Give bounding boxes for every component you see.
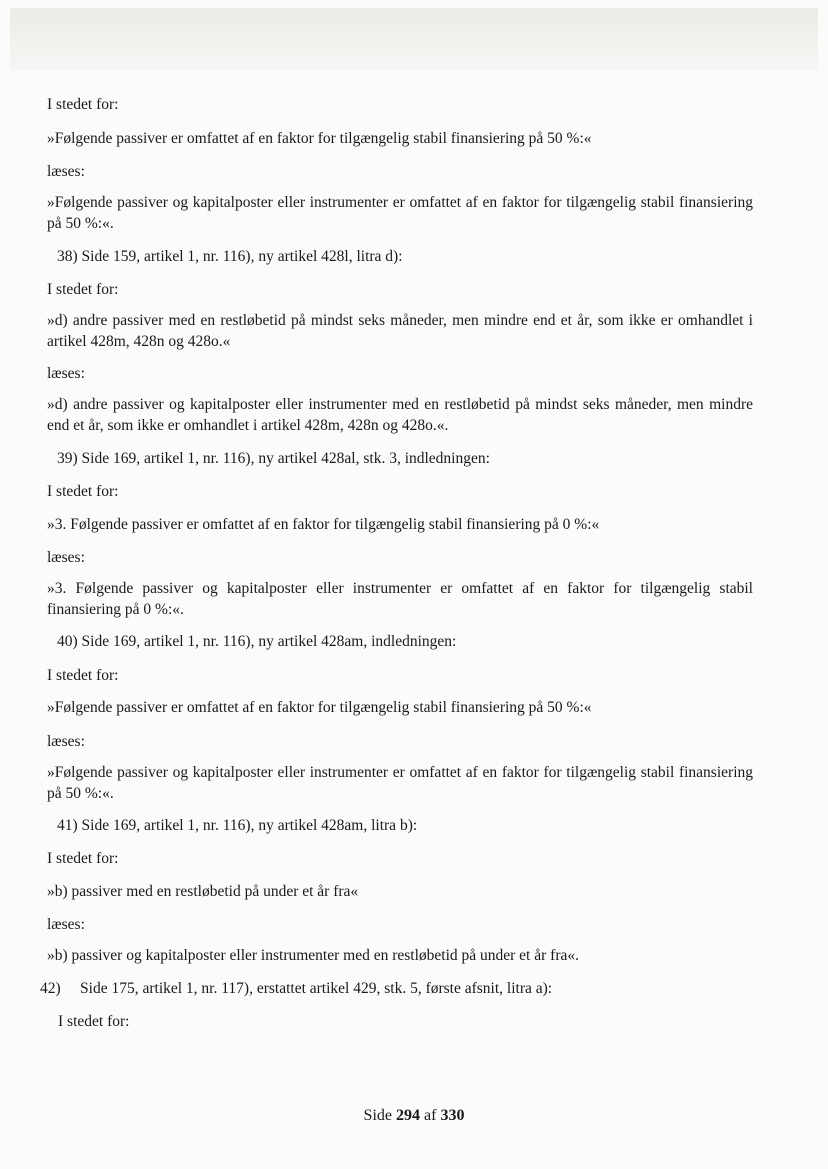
section-heading-42: 42) Side 175, artikel 1, nr. 117), erstattet artikel 429, stk. 5, første afsnit, litra a): xyxy=(40,980,553,997)
quoted-replacement: »3. Følgende passiver og kapitalposter eller instrumenter er omfattet af en faktor for tilgængelig stabil finansiering på 0 %:«. xyxy=(47,580,753,618)
read-label: læses: xyxy=(47,549,85,566)
quoted-replacement: »Følgende passiver og kapitalposter eller instrumenter er omfattet af en faktor for tilgængelig stabil finansiering på 50 %:«. xyxy=(47,764,753,802)
section-heading-41: 41) Side 169, artikel 1, nr. 116), ny artikel 428am, litra b): xyxy=(57,817,418,834)
total-pages: 330 xyxy=(440,1107,465,1124)
quoted-replacement: »Følgende passiver og kapitalposter eller instrumenter er omfattet af en faktor for tilgængelig stabil finansiering på 50 %:«. xyxy=(47,194,753,232)
section-heading-39: 39) Side 169, artikel 1, nr. 116), ny artikel 428al, stk. 3, indledningen: xyxy=(57,450,490,467)
instead-of-label: I stedet for: xyxy=(47,96,119,113)
quoted-original: »3. Følgende passiver er omfattet af en faktor for tilgængelig stabil finansiering på 0 %:« xyxy=(47,516,600,533)
scan-top-band xyxy=(10,8,818,70)
instead-of-label: I stedet for: xyxy=(47,281,119,298)
instead-of-label: I stedet for: xyxy=(47,483,119,500)
read-label: læses: xyxy=(47,365,85,382)
quoted-original: »d) andre passiver med en restløbetid på mindst seks måneder, men mindre end et år, som ikke er omhandlet i artikel 428m, 428n og 428o.« xyxy=(47,312,753,350)
page-footer xyxy=(0,1107,828,1125)
read-label: læses: xyxy=(47,163,85,180)
quoted-replacement: »b) passiver og kapitalposter eller instrumenter med en restløbetid på under et år fra«. xyxy=(47,947,579,964)
quoted-original: »Følgende passiver er omfattet af en faktor for tilgængelig stabil finansiering på 50 %:« xyxy=(47,699,592,716)
quoted-original: »b) passiver med en restløbetid på under et år fra« xyxy=(47,883,359,900)
footer-prefix: Side xyxy=(363,1107,396,1124)
instead-of-label: I stedet for: xyxy=(47,850,119,867)
read-label: læses: xyxy=(47,733,85,750)
current-page-number: 294 xyxy=(396,1107,420,1124)
read-label: læses: xyxy=(47,916,85,933)
section-heading-40: 40) Side 169, artikel 1, nr. 116), ny artikel 428am, indledningen: xyxy=(57,633,457,650)
quoted-original: »Følgende passiver er omfattet af en faktor for tilgængelig stabil finansiering på 50 %:« xyxy=(47,130,592,147)
instead-of-label: I stedet for: xyxy=(47,667,119,684)
quoted-replacement: »d) andre passiver og kapitalposter eller instrumenter med en restløbetid på mindst seks måneder, men mindre end et år, som ikke er omhandlet i artikel 428m, 428n og 428o.«. xyxy=(47,396,753,434)
footer-middle: af xyxy=(420,1107,441,1124)
instead-of-label: I stedet for: xyxy=(58,1013,130,1030)
section-heading-38: 38) Side 159, artikel 1, nr. 116), ny artikel 428l, litra d): xyxy=(57,248,403,265)
